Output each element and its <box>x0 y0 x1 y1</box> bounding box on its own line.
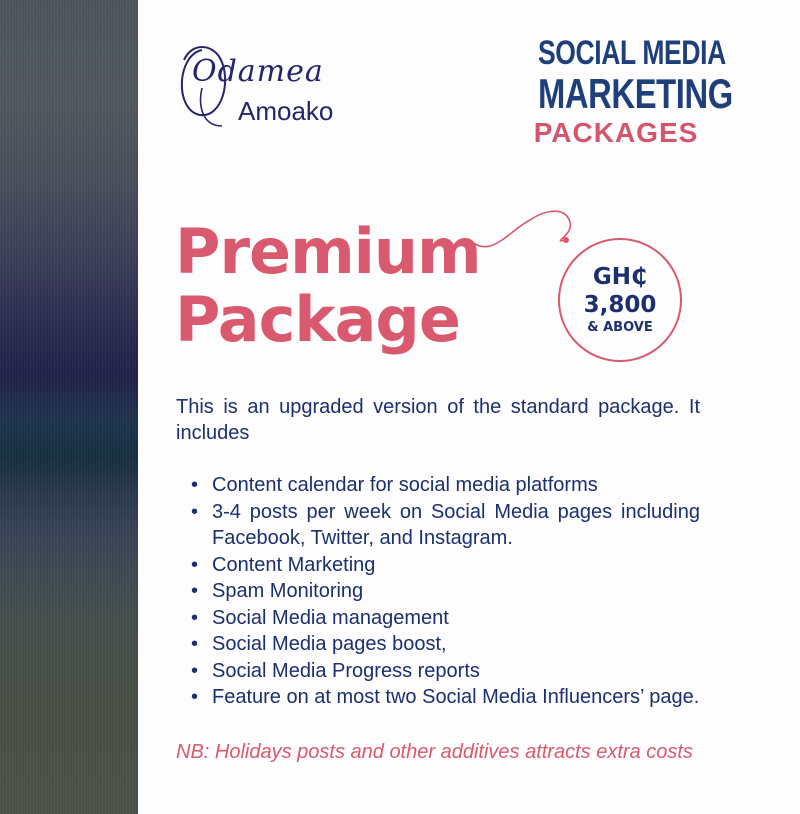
heading-line-3: PACKAGES <box>533 117 699 148</box>
intro-text: This is an upgraded version of the standard package. It includes <box>176 396 700 444</box>
list-item: • Spam Monitoring <box>188 578 700 605</box>
list-item: • Social Media management <box>188 605 700 632</box>
list-item: • Social Media Progress reports <box>188 658 700 685</box>
list-item: • Content Marketing <box>188 552 700 579</box>
feature-list <box>188 472 700 711</box>
price-tag <box>558 238 682 362</box>
price-currency: GH₵ <box>592 264 648 290</box>
heading-line-1: SOCIAL MEDIA <box>538 34 726 72</box>
price-note: & ABOVE <box>587 320 653 335</box>
heading-line-2: MARKETING <box>538 70 733 117</box>
page-heading <box>516 34 733 150</box>
list-item: • Content calendar for social media platforms <box>188 472 700 499</box>
package-title-line-2: Package <box>175 283 460 356</box>
logo-surname: Amoako <box>238 96 334 126</box>
logo-script-name: Odamea <box>192 54 324 89</box>
brand-logo <box>172 30 372 140</box>
list-item: • Social Media pages boost, <box>188 631 700 658</box>
note-text: NB: Holidays posts and other additives attracts extra costs <box>176 741 693 763</box>
price-amount: 3,800 <box>583 292 657 318</box>
decorative-side-strip <box>0 0 138 814</box>
list-item: • 3-4 posts per week on Social Media pages including Facebook, Twitter, and Instagram. <box>188 499 700 552</box>
list-item: • Feature on at most two Social Media Influencers’ page. <box>188 684 700 711</box>
package-title-line-1: Premium <box>175 215 481 288</box>
package-title <box>175 215 481 356</box>
